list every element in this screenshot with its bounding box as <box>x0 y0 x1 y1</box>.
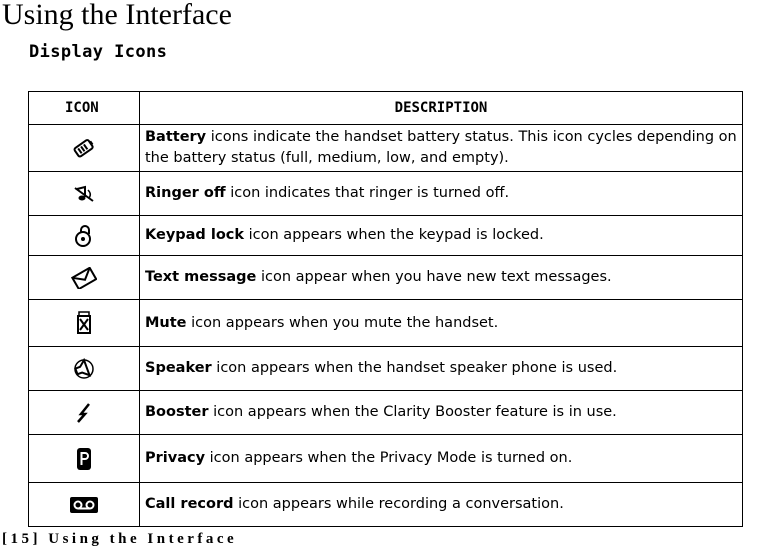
icon-description: icon appears while recording a conversation. <box>233 496 564 512</box>
icon-description: icon appears when the Clarity Booster feature is in use. <box>208 404 617 420</box>
icon-cell <box>29 216 140 256</box>
description-cell <box>140 391 743 435</box>
table-row <box>29 391 743 435</box>
speaker-icon <box>72 358 96 377</box>
mute-icon <box>73 313 95 332</box>
table-row <box>29 125 743 172</box>
table-header-row <box>29 92 743 125</box>
description-column-header: DESCRIPTION <box>140 92 743 125</box>
icon-description: icons indicate the handset battery status. This icon cycles depending on the battery status (full, medium, low, and empty). <box>145 129 737 166</box>
privacy-icon <box>75 448 93 467</box>
icon-name: Call record <box>145 496 234 512</box>
ringer-off-icon <box>72 183 96 202</box>
icon-name: Battery <box>145 129 207 145</box>
description-cell <box>140 300 743 347</box>
icon-description: icon indicates that ringer is turned off. <box>225 185 510 201</box>
page-footer: [15] Using the Interface <box>2 531 238 547</box>
icon-cell <box>29 256 140 300</box>
icon-cell <box>29 300 140 347</box>
keypad-lock-icon <box>72 225 96 244</box>
description-cell <box>140 216 743 256</box>
call-record-icon <box>69 495 99 514</box>
text-message-icon <box>71 267 97 286</box>
table-row <box>29 216 743 256</box>
table-row <box>29 172 743 216</box>
description-cell <box>140 256 743 300</box>
icon-name: Speaker <box>145 360 212 376</box>
icon-name: Keypad lock <box>145 227 245 243</box>
description-cell <box>140 435 743 483</box>
section-heading: Display Icons <box>29 42 168 62</box>
table-row <box>29 300 743 347</box>
icon-name: Booster <box>145 404 209 420</box>
display-icons-table <box>28 91 743 527</box>
icon-description: icon appears when the handset speaker phone is used. <box>211 360 618 376</box>
table-row <box>29 483 743 527</box>
icon-cell <box>29 125 140 172</box>
icon-description: icon appear when you have new text messages. <box>256 269 612 285</box>
description-cell <box>140 347 743 391</box>
description-cell <box>140 125 743 172</box>
icon-description: icon appears when you mute the handset. <box>186 314 499 331</box>
icon-description: icon appears when the keypad is locked. <box>244 227 544 243</box>
icon-cell <box>29 483 140 527</box>
icon-cell <box>29 172 140 216</box>
description-cell <box>140 483 743 527</box>
icon-name: Privacy <box>145 450 206 466</box>
icon-cell <box>29 435 140 483</box>
icon-cell <box>29 347 140 391</box>
icon-name: Ringer off <box>145 185 226 201</box>
description-cell <box>140 172 743 216</box>
booster-icon <box>74 402 94 421</box>
icon-name: Mute <box>145 314 187 331</box>
table-row <box>29 347 743 391</box>
icon-description: icon appears when the Privacy Mode is turned on. <box>205 450 573 466</box>
table-row <box>29 435 743 483</box>
battery-icon <box>72 138 96 157</box>
icon-cell <box>29 391 140 435</box>
page-title: Using the Interface <box>2 0 232 31</box>
table-row <box>29 256 743 300</box>
icon-name: Text message <box>145 269 257 285</box>
icon-column-header: ICON <box>29 92 140 125</box>
